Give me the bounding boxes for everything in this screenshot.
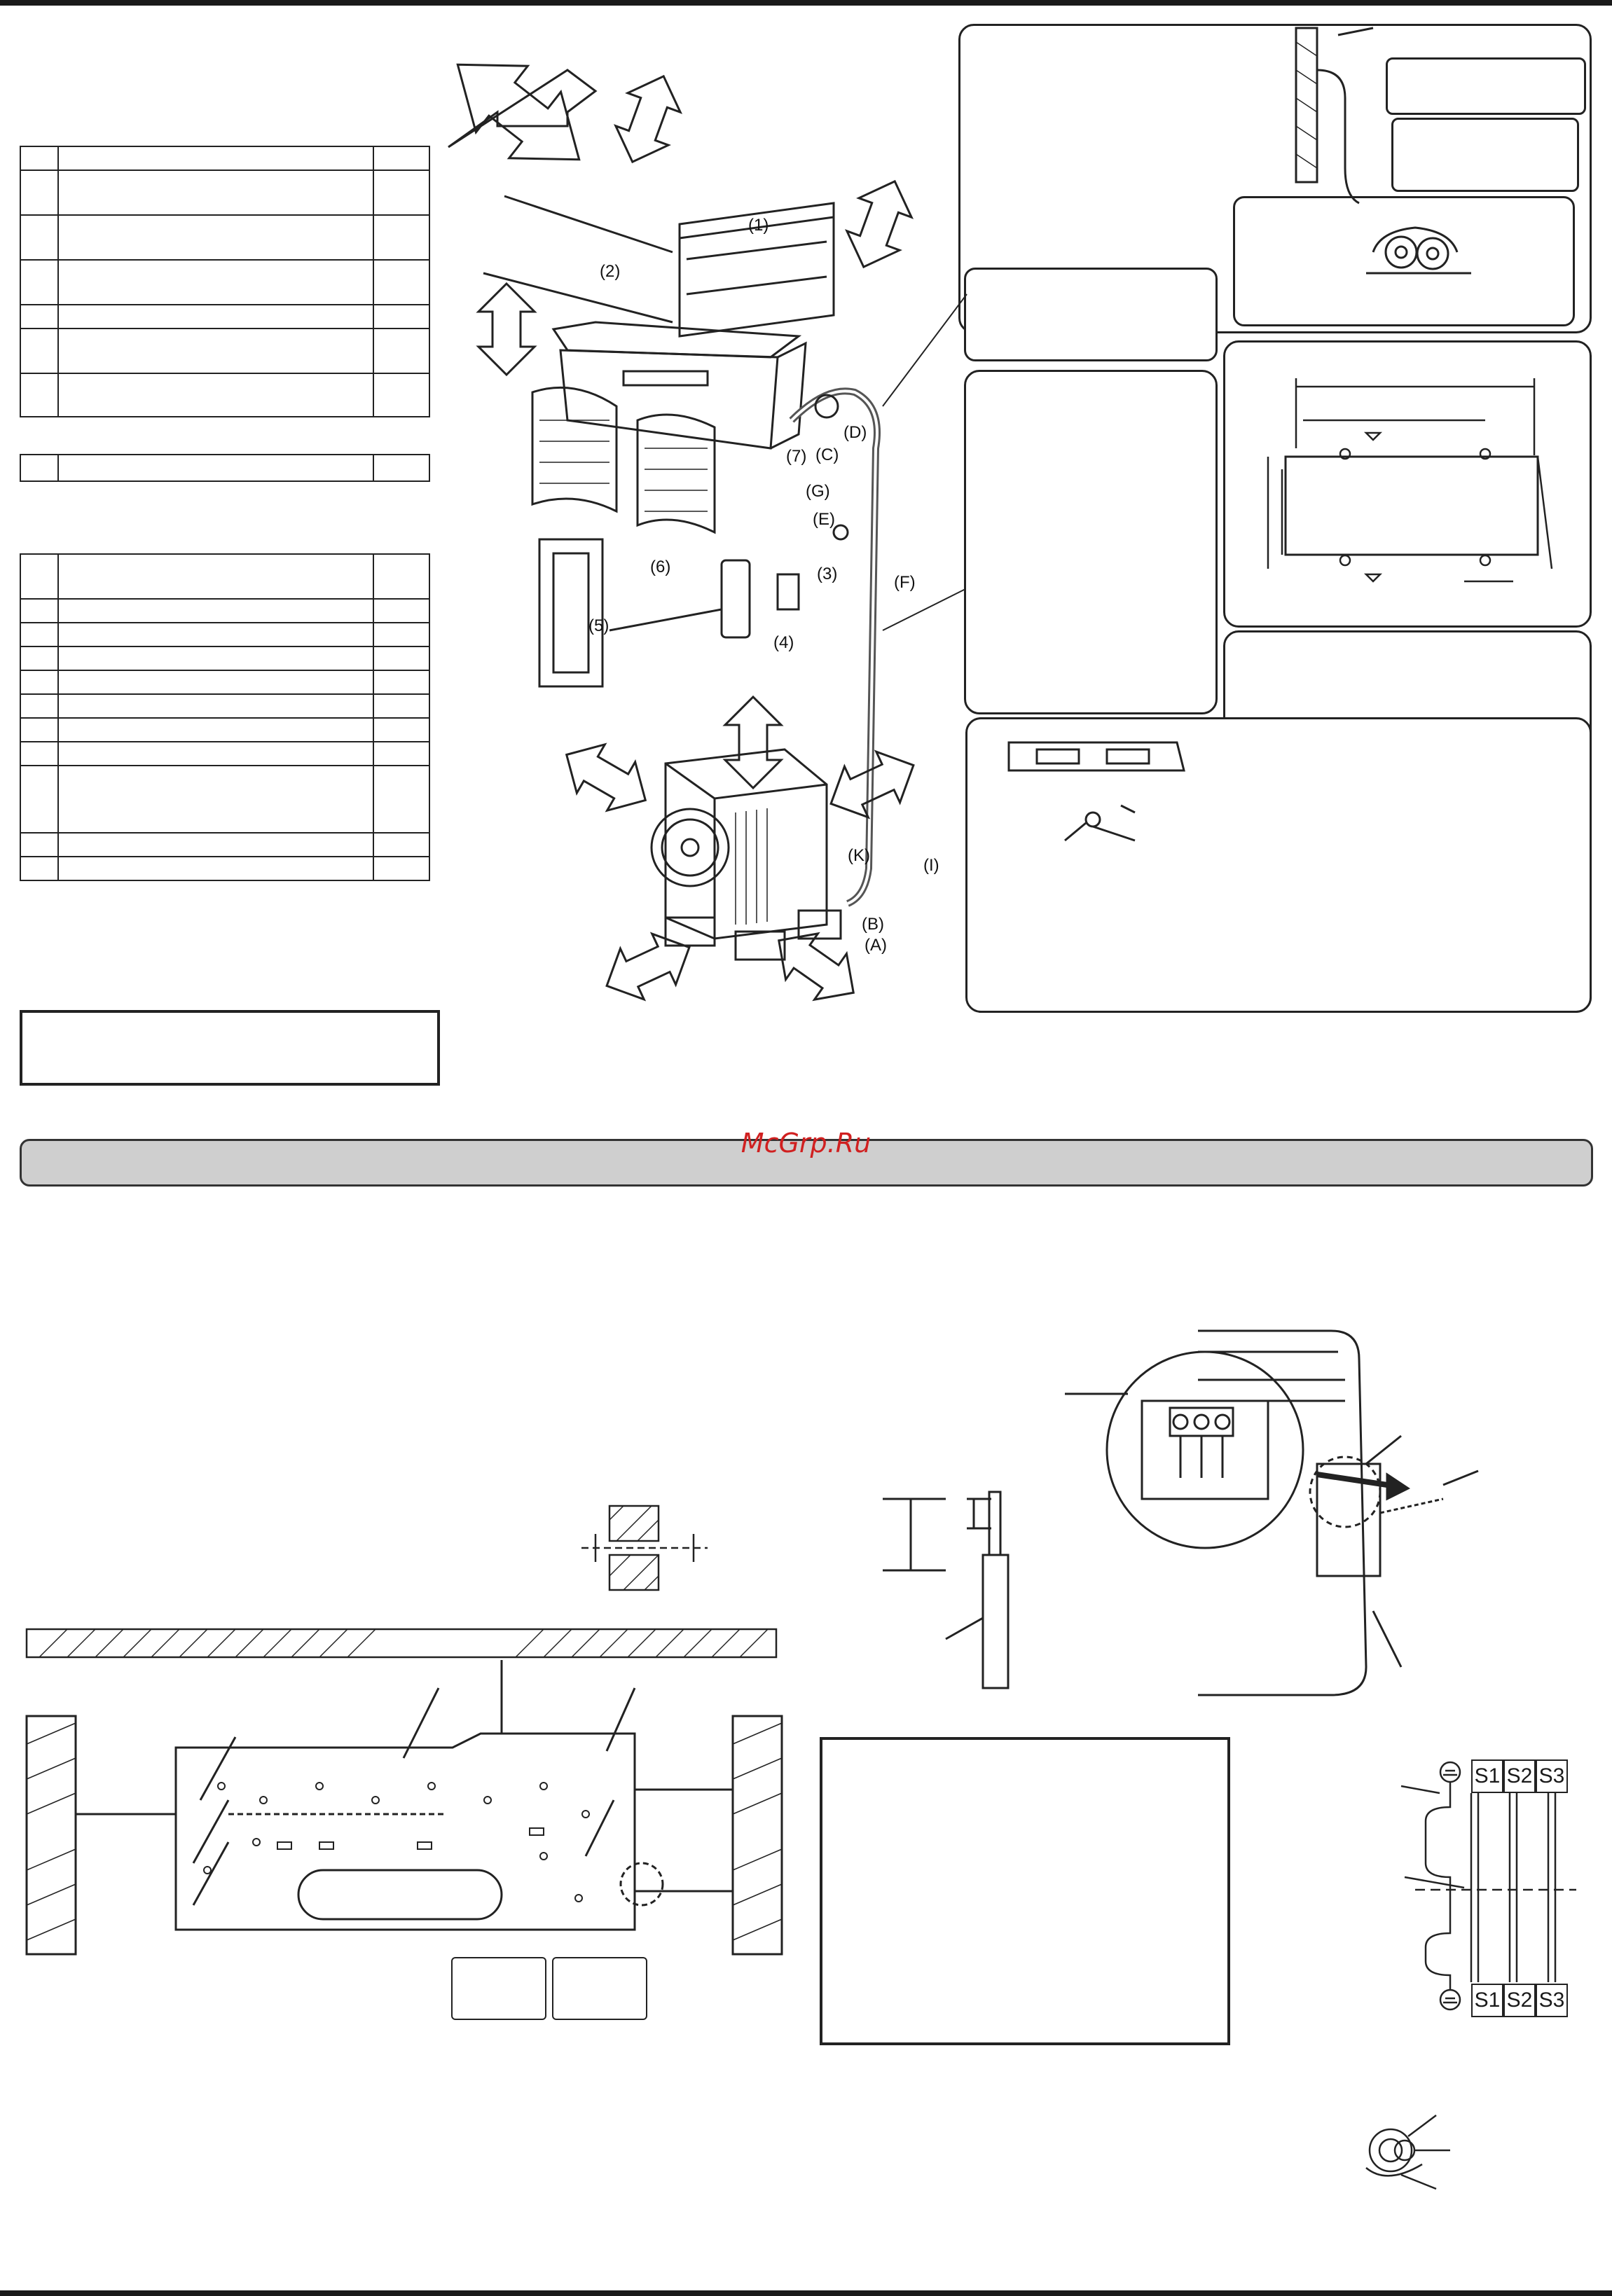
top-border [0, 0, 1612, 6]
caution-box [820, 1737, 1230, 2045]
label-f: (F) [894, 573, 916, 592]
parts-table-indoor [20, 146, 430, 417]
label-k: (K) [848, 846, 870, 865]
label-p6: (6) [650, 558, 671, 576]
wire-strip-drawing [869, 1485, 1037, 1695]
ceiling-line [25, 1626, 782, 1661]
terminal-bottom-s1: S1 [1471, 1984, 1503, 2017]
label-p1: (1) [748, 216, 769, 235]
wall-pipe-illustration [1261, 28, 1583, 322]
label-i: (I) [923, 856, 939, 875]
label-p5: (5) [588, 616, 609, 635]
indoor-terminal-drawing [1037, 1317, 1499, 1702]
mounting-dimension-drawing [1247, 371, 1555, 595]
plate-callout-1 [451, 1957, 546, 2020]
terminal-bottom-s2: S2 [1503, 1984, 1536, 2017]
piping-note-panel [964, 268, 1218, 361]
terminal-top-s1: S1 [1471, 1759, 1503, 1793]
parts-table-remote [20, 454, 430, 482]
wall-hole-section [574, 1499, 708, 1590]
label-e: (E) [813, 510, 835, 529]
label-c: (C) [815, 445, 839, 464]
label-p4: (4) [773, 633, 794, 652]
label-p2: (2) [600, 262, 621, 281]
label-p7: (7) [786, 447, 807, 466]
label-p3: (3) [817, 565, 838, 583]
label-g: (G) [806, 482, 830, 501]
bottom-border [0, 2290, 1612, 2296]
label-a: (A) [864, 936, 887, 955]
mounting-plate-drawing [25, 1660, 789, 2031]
terminal-top-s3: S3 [1536, 1759, 1568, 1793]
plate-callout-2 [552, 1957, 647, 2020]
parts-table-outdoor [20, 553, 430, 881]
pipe-wrap-section [1359, 2108, 1457, 2192]
terminal-top-s2: S2 [1503, 1759, 1536, 1793]
watermark-text: McGrp.Ru [740, 1128, 872, 1159]
pipe-direction-panel [964, 370, 1218, 714]
exploded-installation-diagram [434, 28, 939, 1023]
terminal-bottom-s3: S3 [1536, 1984, 1568, 2017]
drain-hose-illustration [995, 728, 1205, 869]
label-b: (B) [862, 915, 884, 934]
note-box [20, 1010, 440, 1086]
label-d: (D) [843, 423, 867, 442]
